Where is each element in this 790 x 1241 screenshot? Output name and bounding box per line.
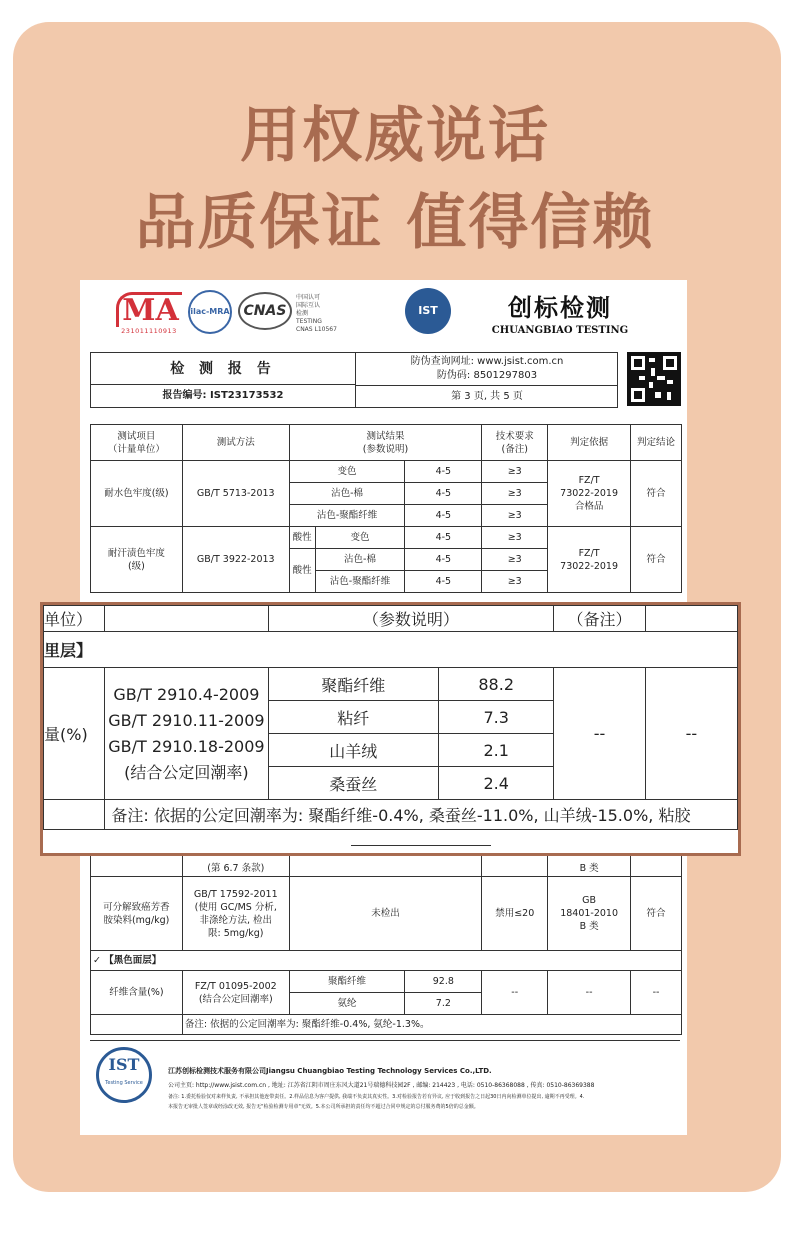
company-name: 创标检测 CHUANGBIAO TESTING — [491, 294, 629, 336]
ist-logo: IST — [405, 288, 451, 334]
zoom-header-row: 单位） （参数说明） （备注） — [44, 606, 738, 632]
azo-basis: GB 18401-2010 B 类 — [548, 877, 631, 951]
partial-basis: B 类 — [548, 843, 631, 877]
report-table-top — [90, 424, 682, 593]
header-requirement: 技术要求 (备注) — [482, 425, 548, 461]
table-row: 沾色-聚酯纤维 4-5 ≥3 — [91, 571, 682, 593]
header-method: 测试方法 — [182, 425, 289, 461]
qr-code-icon — [627, 352, 681, 406]
cnas-info: 中国认可 国际互认 检测 TESTING CNAS L10567 — [296, 294, 337, 333]
note-row — [91, 1015, 682, 1035]
footer-note2: 本报告无审批人签章或经涂改无效, 报告无"检验检测专用章"无效。5.本公司所承担的责任均不超过合同中规定的总付服务费的5倍的总金额。 — [168, 1104, 479, 1110]
zoom-item: 量(%) — [44, 668, 105, 800]
water-fastness-conclusion: 符合 — [631, 461, 682, 527]
sweat-fastness-basis: FZ/T 73022-2019 — [548, 527, 631, 593]
table-row: 桑蚕丝 2.4 — [44, 767, 738, 800]
cma-number: 231011110913 — [121, 327, 177, 335]
footer-note1: 备注: 1.委托检验仅对来样负责, 不承担其他连带责任。2.样品信息为客户提供, 我端不负责其真实性。3.对检验报告若有异议, 应于收到报告之日起30日内向检测单位提出, 逾期不再受理。4. — [168, 1094, 585, 1100]
section-row — [91, 951, 682, 971]
table-row: 酸性 沾色-棉 4-5 ≥3 — [91, 549, 682, 571]
footer-address: 公司主页: http://www.jsist.com.cn , 地址: 江苏省江阴市周庄东风大道21号瑞德科技园2F , 邮编: 214423 , 电话: 0510-86368088 , 传真: 0510-86369388 — [168, 1082, 595, 1089]
table-row: 耐汗渍色牢度 (级) GB/T 3922-2013 酸性 变色 4-5 ≥3 FZ/T 73022-2019 符合 — [91, 527, 682, 549]
fiber-note: 备注: 依据的公定回潮率为: 聚酯纤维-0.4%, 氨纶-1.3%。 — [182, 1015, 681, 1035]
header-conclusion: 判定结论 — [631, 425, 682, 461]
ist-seal-icon: IST Testing Service — [96, 1047, 152, 1103]
page-info: 第 3 页, 共 5 页 — [356, 385, 618, 407]
headline-line1: 用权威说话 — [240, 101, 550, 171]
report-header — [90, 352, 618, 408]
header-item: 测试项目 （计量单位） — [91, 425, 183, 461]
water-fastness-item: 耐水色牢度(级) — [91, 461, 183, 527]
black-face-section: 【黑色面层】 — [104, 955, 162, 966]
table-row: 山羊绒 2.1 — [44, 734, 738, 767]
azo-method: GB/T 17592-2011 (使用 GC/MS 分析, 非涤纶方法, 检出 限: 5mg/kg) — [182, 877, 289, 951]
zoom-section-row: 里层】 — [44, 632, 738, 668]
table-row: 耐水色牢度(级) GB/T 5713-2013 变色 4-5 ≥3 FZ/T 73022-2019 合格品 符合 — [91, 461, 682, 483]
azo-requirement: 禁用≤20 — [482, 877, 548, 951]
water-fastness-method: GB/T 5713-2013 — [182, 461, 289, 527]
report-number: 报告编号: IST23173532 — [91, 385, 356, 407]
zoom-methods: GB/T 2910.4-2009 GB/T 2910.11-2009 GB/T 2910.18-2009 (结合公定回潮率) — [105, 668, 268, 800]
table-row: 沾色-棉 4-5 ≥3 — [91, 483, 682, 505]
ilac-mra-logo: ilac-MRA — [188, 290, 232, 334]
table-row: 沾色-聚酯纤维 4-5 ≥3 — [91, 505, 682, 527]
anti-fake-info: 防伪查询网址: www.jsist.com.cn 防伪码: 8501297803 — [410, 356, 564, 381]
table-row — [91, 877, 682, 951]
divider — [351, 845, 491, 846]
azo-result: 未检出 — [289, 877, 482, 951]
azo-item: 可分解致癌芳香 胺染料(mg/kg) — [91, 877, 183, 951]
footer-company: 江苏创标检测技术服务有限公司Jiangsu Chuangbiao Testing Technology Services Co.,LTD. — [168, 1067, 492, 1075]
report-title: 检 测 报 告 — [91, 353, 356, 385]
water-fastness-basis: FZ/T 73022-2019 合格品 — [548, 461, 631, 527]
header-result: 测试结果 (参数说明) — [289, 425, 482, 461]
table-row: 纤维含量(%) FZ/T 01095-2002 (结合公定回潮率) 聚酯纤维 92.8 -- -- -- — [91, 971, 682, 993]
table-row: 氨纶 7.2 — [91, 993, 682, 1015]
fiber-method: FZ/T 01095-2002 (结合公定回潮率) — [182, 971, 289, 1015]
table-row: 粘纤 7.3 — [44, 701, 738, 734]
table-row: 量(%) GB/T 2910.4-2009 GB/T 2910.11-2009 GB/T 2910.18-2009 (结合公定回潮率) 聚酯纤维 88.2 -- -- — [44, 668, 738, 701]
sweat-fastness-method: GB/T 3922-2013 — [182, 527, 289, 593]
report-footer — [90, 1040, 680, 1132]
table-header-row — [91, 425, 682, 461]
sweat-fastness-item: 耐汗渍色牢度 (级) — [91, 527, 183, 593]
zoom-note: 备注: 依据的公定回潮率为: 聚酯纤维-0.4%, 桑蚕丝-11.0%, 山羊绒-15.0%, 粘胶 — [105, 800, 738, 830]
header-basis: 判定依据 — [548, 425, 631, 461]
cma-mark: MA — [116, 292, 182, 327]
check-icon: ✓ — [93, 955, 105, 966]
headline-line2: 品质保证 值得信赖 — [135, 188, 655, 258]
cnas-logo: CNAS — [238, 292, 292, 330]
cma-logo — [116, 292, 182, 338]
report-table-bottom — [90, 842, 682, 1035]
azo-conclusion: 符合 — [631, 877, 682, 951]
zoom-overlay — [40, 602, 741, 856]
fiber-item: 纤维含量(%) — [91, 971, 183, 1015]
zoom-note-row — [44, 800, 738, 830]
sweat-fastness-conclusion: 符合 — [631, 527, 682, 593]
partial-method: (第 6.7 条款) — [182, 843, 289, 877]
